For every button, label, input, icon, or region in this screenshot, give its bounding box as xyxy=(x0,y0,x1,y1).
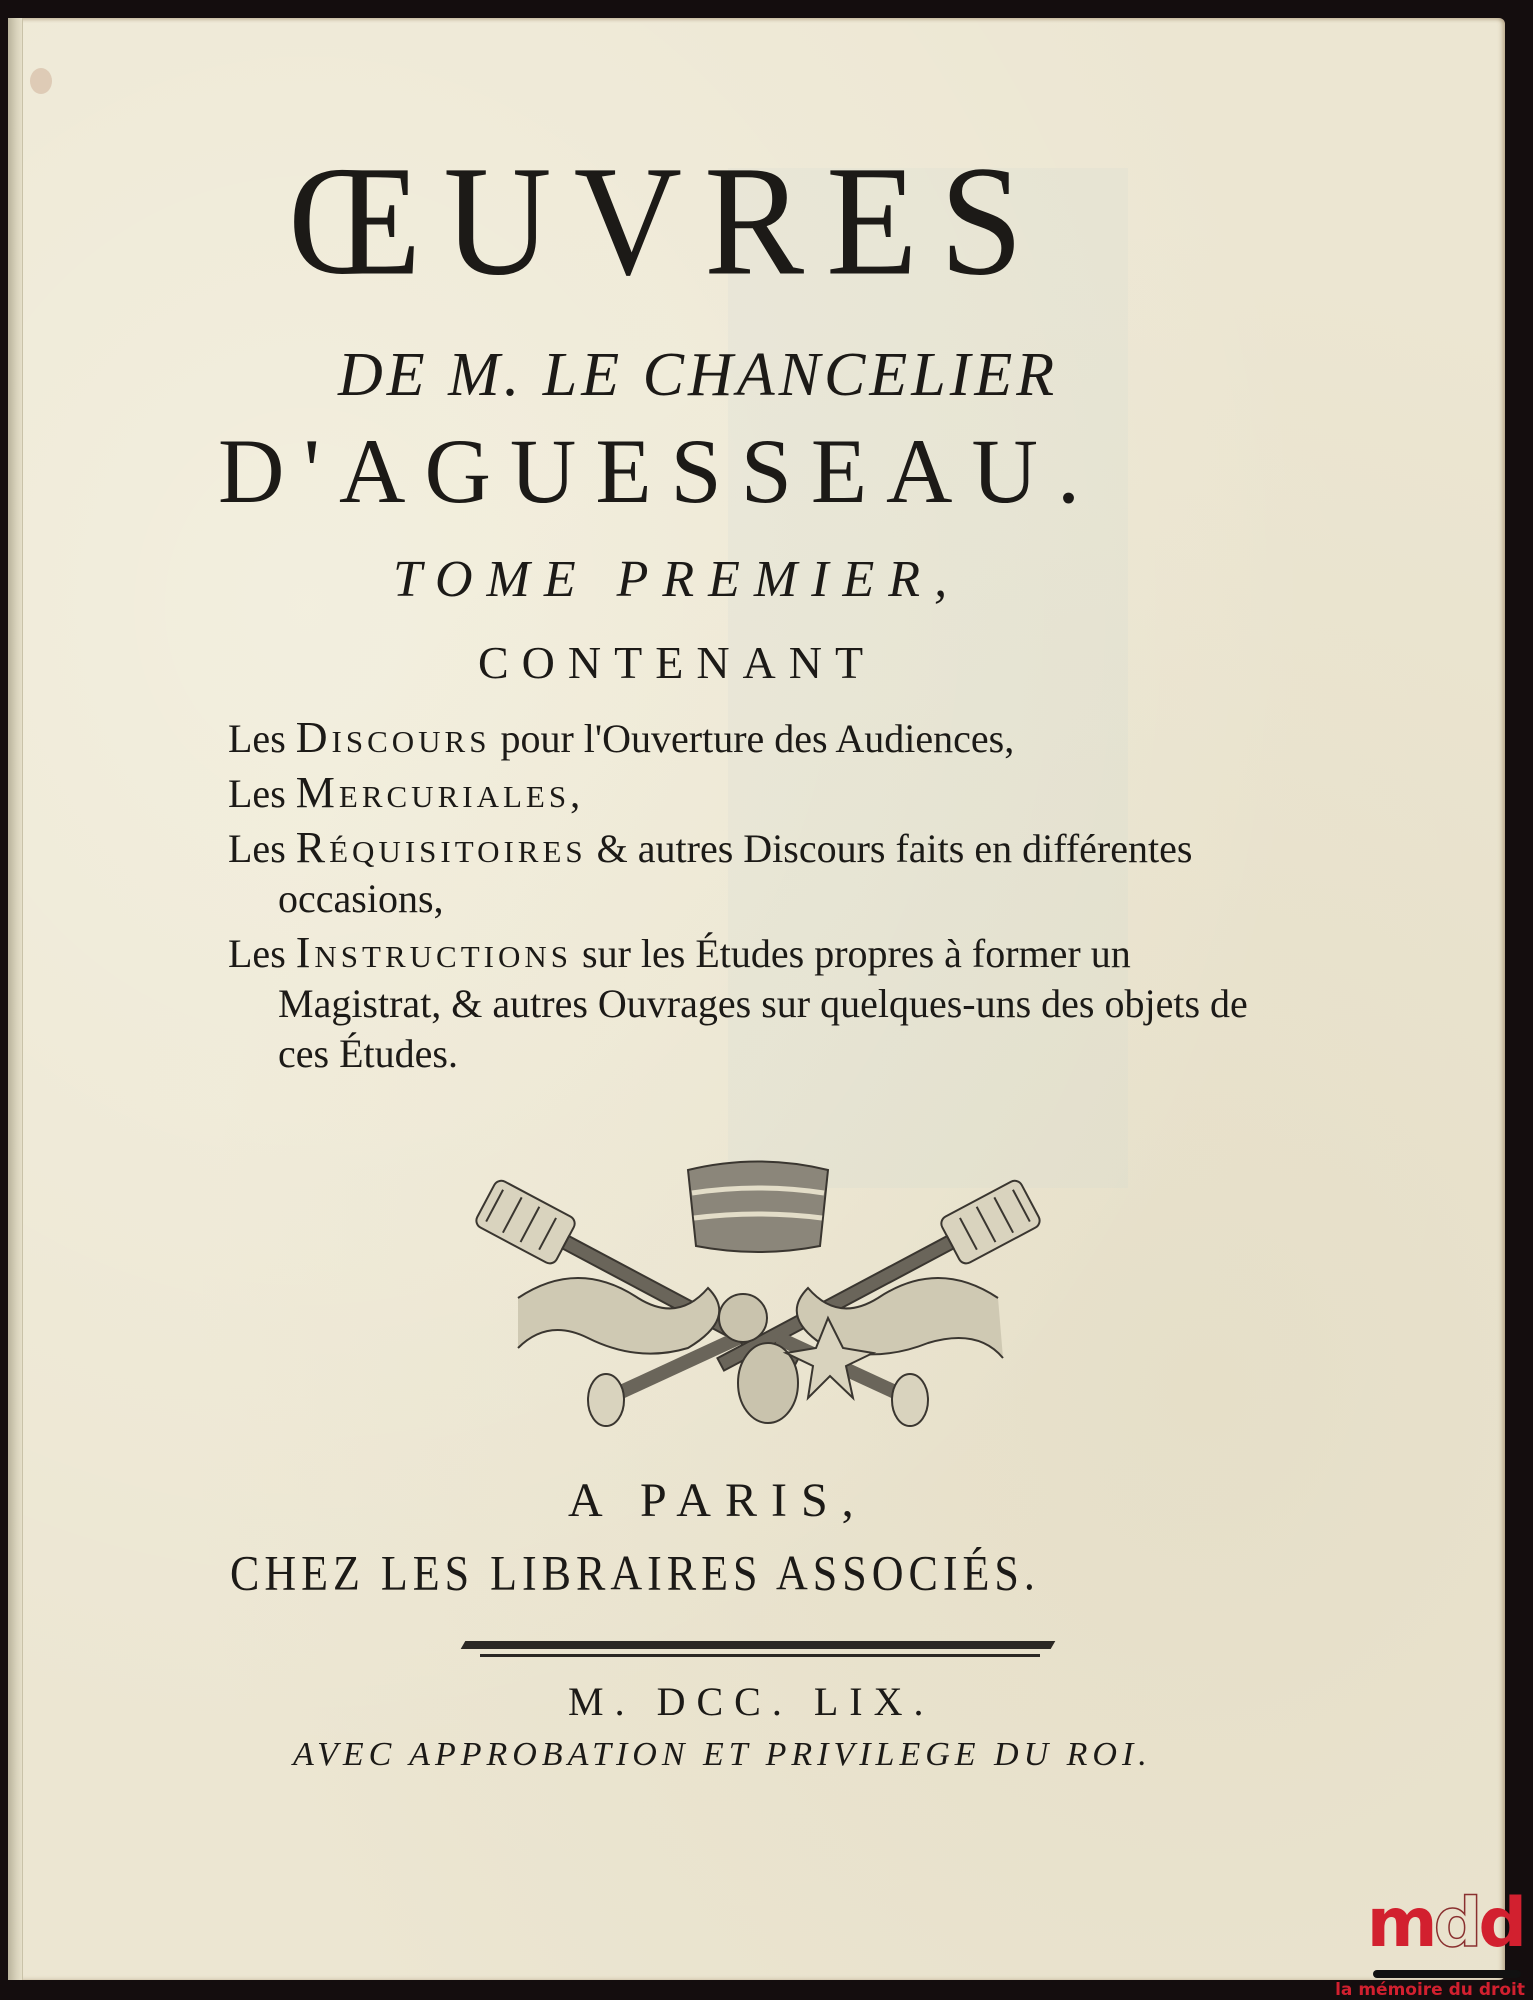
double-rule-thick xyxy=(461,1641,1056,1649)
royal-privilege: AVEC APPROBATION ET PRIVILEGE DU ROI. xyxy=(293,1736,1152,1773)
contents-entry-discours xyxy=(228,713,1278,764)
work-title: ŒUVRES xyxy=(288,133,1046,309)
entry-text: pour l'Ouverture des Audiences, xyxy=(490,716,1015,761)
entry-text: sur les Études propres à former un Magistrat, & autres Ouvrages sur quelques-uns des objets de ces Études. xyxy=(278,931,1248,1076)
entry-text: , xyxy=(570,771,581,816)
entry-text: & autres Discours faits en différentes occasions, xyxy=(278,826,1193,921)
logo-bar xyxy=(1373,1970,1521,1978)
author-name: D'AGUESSEAU. xyxy=(218,420,1099,522)
contents-entry-instructions xyxy=(228,928,1278,1079)
contents-list xyxy=(228,713,1278,1083)
entry-caps: Instructions xyxy=(295,928,572,977)
entry-prefix: Les xyxy=(228,931,296,976)
containing-label: CONTENANT xyxy=(478,637,877,688)
double-rule-thin xyxy=(480,1654,1040,1657)
entry-caps: Discours xyxy=(295,713,491,762)
volume-label: TOME PREMIER, xyxy=(393,551,962,608)
entry-prefix: Les xyxy=(228,826,296,871)
imprint-year: M. DCC. LIX. xyxy=(568,1679,935,1724)
entry-prefix: Les xyxy=(228,716,296,761)
logo-tagline: la mémoire du droit xyxy=(1335,1980,1525,2000)
logo-letter-d-outline: d xyxy=(1433,1884,1479,1963)
contents-entry-mercuriales xyxy=(228,768,1278,819)
imprint-city: A PARIS, xyxy=(568,1474,868,1527)
mdd-watermark-logo xyxy=(1333,1860,1533,2000)
title-page xyxy=(8,18,1505,1980)
imprint-publisher: CHEZ LES LIBRAIRES ASSOCIÉS. xyxy=(230,1546,1040,1601)
contents-entry-requisitoires xyxy=(228,823,1278,924)
entry-caps: Réquisitoires xyxy=(295,823,587,872)
engraved-vignette-icon xyxy=(458,1148,1058,1438)
entry-prefix: Les xyxy=(228,771,296,816)
mdd-logo-mark xyxy=(1366,1884,1523,1963)
logo-letter-d: d xyxy=(1478,1884,1523,1963)
subtitle: DE M. LE CHANCELIER xyxy=(338,341,1059,409)
logo-letter-m: m xyxy=(1366,1884,1434,1963)
entry-caps: Mercuriales xyxy=(295,768,571,817)
title-page-content xyxy=(8,18,1505,1980)
